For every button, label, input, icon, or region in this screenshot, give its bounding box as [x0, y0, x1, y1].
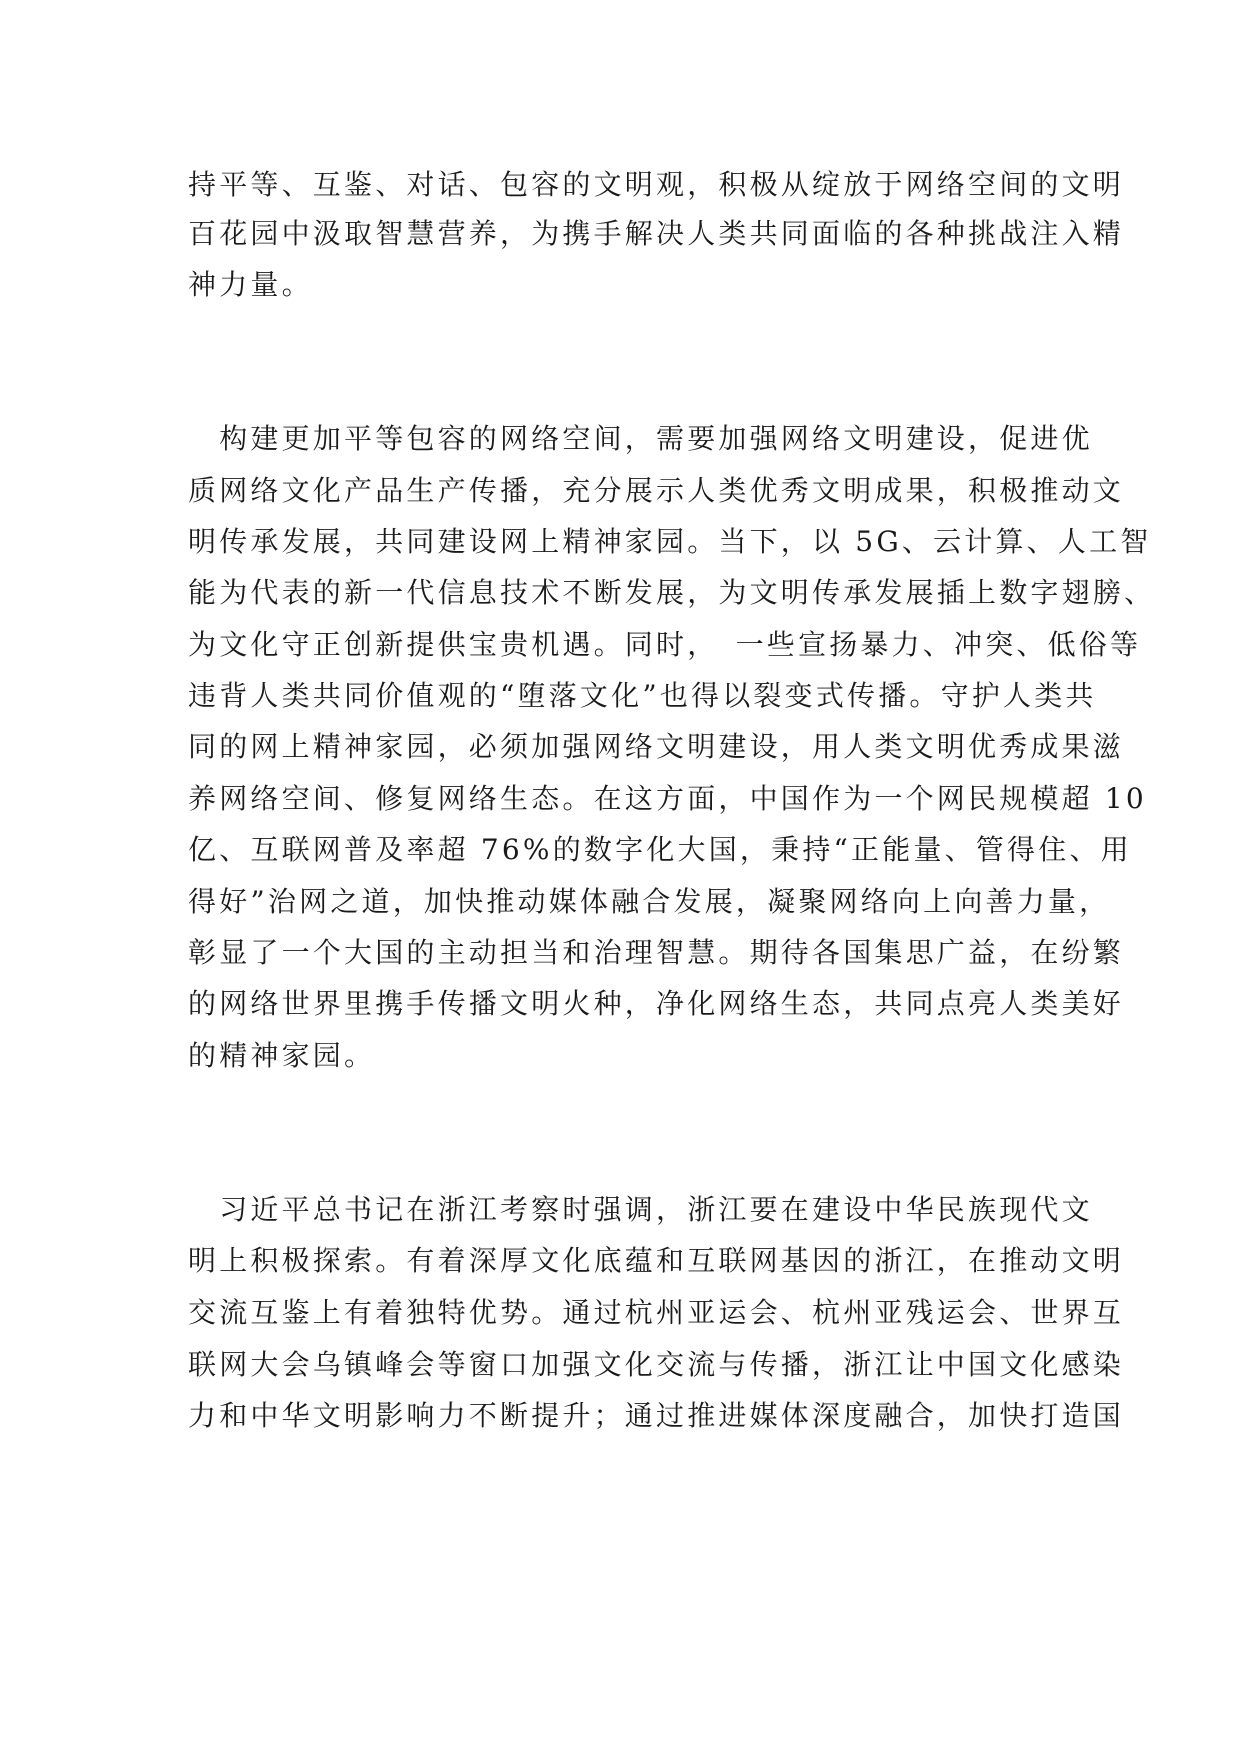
text-line: 力和中华文明影响力不断提升；通过推进媒体深度融合，加快打造国: [188, 1399, 1125, 1432]
text-line: 持平等、互鉴、对话、包容的文明观，积极从绽放于网络空间的文明: [188, 168, 1125, 201]
text-line: 神力量。: [188, 268, 313, 301]
text-line: 能为代表的新一代信息技术不断发展，为文明传承发展插上数字翅膀、: [188, 576, 1156, 609]
text-line: 习近平总书记在浙江考察时强调，浙江要在建设中华民族现代文: [188, 1193, 1093, 1226]
text-line: 彰显了一个大国的主动担当和治理智慧。期待各国集思广益，在纷繁: [188, 936, 1125, 969]
text-line: 得好”治网之道，加快推动媒体融合发展，凝聚网络向上向善力量，: [188, 885, 1111, 918]
text-line: 同的网上精神家园，必须加强网络文明建设，用人类文明优秀成果滋: [188, 730, 1125, 763]
text-line: 百花园中汲取智慧营养，为携手解决人类共同面临的各种挑战注入精: [188, 217, 1125, 250]
text-line: 的精神家园。: [188, 1039, 376, 1072]
text-line: 明传承发展，共同建设网上精神家园。当下，以 5G、云计算、人工智: [188, 525, 1152, 558]
text-line: 养网络空间、修复网络生态。在这方面，中国作为一个网民规模超 10: [188, 782, 1147, 815]
text-line: 亿、互联网普及率超 76%的数字化大国，秉持“正能量、管得住、用: [188, 833, 1132, 866]
text-line: 质网络文化产品生产传播，充分展示人类优秀文明成果，积极推动文: [188, 474, 1125, 507]
text-line: 构建更加平等包容的网络空间，需要加强网络文明建设，促进优: [188, 422, 1093, 455]
text-line: 明上积极探索。有着深厚文化底蕴和互联网基因的浙江，在推动文明: [188, 1244, 1125, 1277]
text-line: 违背人类共同价值观的“堕落文化”也得以裂变式传播。守护人类共: [188, 679, 1097, 712]
text-line: 的网络世界里携手传播文明火种，净化网络生态，共同点亮人类美好: [188, 987, 1125, 1020]
text-line: 为文化守正创新提供宝贵机遇。同时， 一些宣扬暴力、冲突、低俗等: [188, 628, 1142, 661]
text-line: 交流互鉴上有着独特优势。通过杭州亚运会、杭州亚残运会、世界互: [188, 1296, 1125, 1329]
text-line: 联网大会乌镇峰会等窗口加强文化交流与传播，浙江让中国文化感染: [188, 1348, 1125, 1381]
